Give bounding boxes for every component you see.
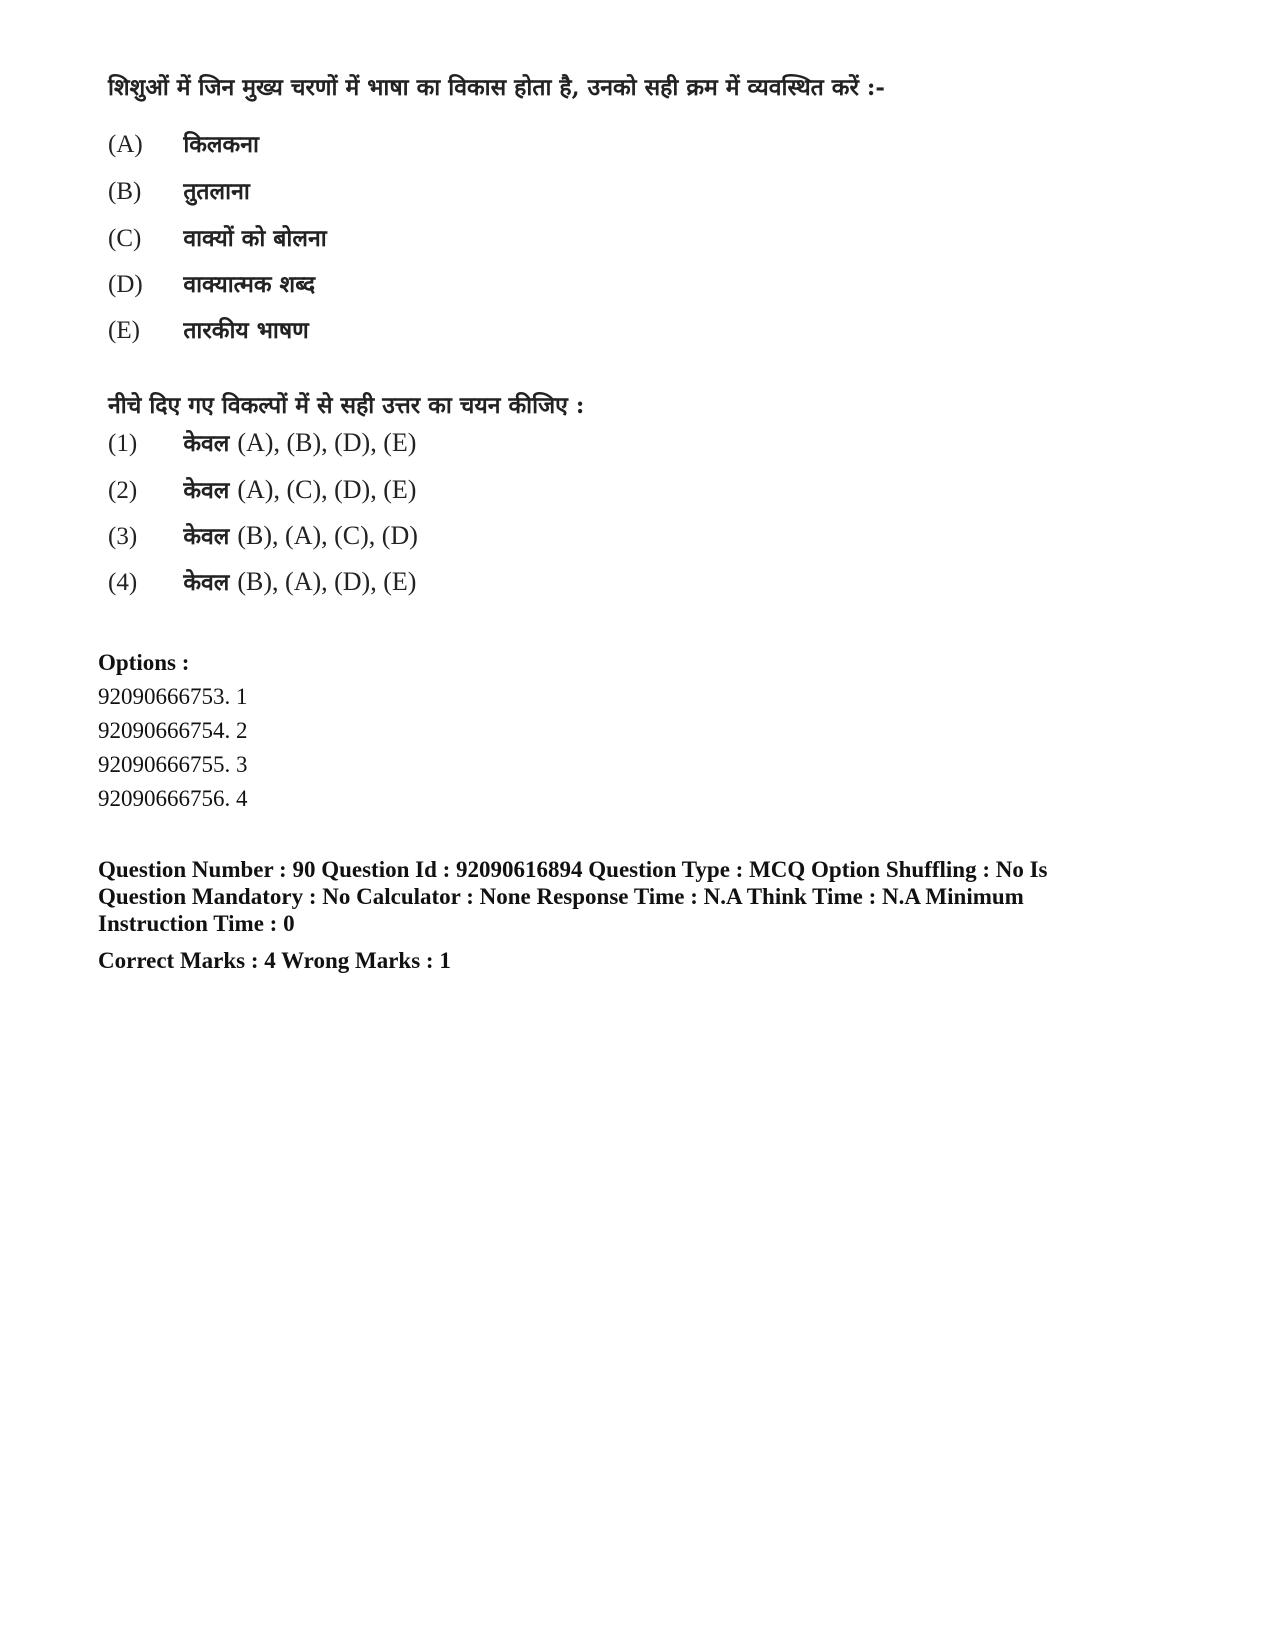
statement-label: (D) [108,271,143,298]
choose-prompt: नीचे दिए गए विकल्पों में से सही उत्तर का चयन कीजिए : [108,392,585,419]
statement-text: वाक्यात्मक शब्द [183,271,316,298]
choice-label: (4) [108,569,138,596]
options-list [98,646,248,816]
choice-prefix: केवल [183,430,230,457]
statement-text: तारकीय भाषण [183,317,309,344]
option-item: 92090666754. 2 [98,718,248,743]
choice-label: (1) [108,430,138,457]
choice-label: (2) [108,477,138,504]
statement-label: (B) [108,178,142,205]
choice-text: (B), (A), (D), (E) [237,567,417,596]
options-heading: Options : [98,650,190,675]
choice-4 [108,565,416,599]
choice-prefix: केवल [183,523,230,550]
statement-text: किलकना [183,131,259,158]
statement-a [108,128,259,162]
statement-label: (A) [108,131,143,158]
choice-1 [108,426,416,460]
choice-2 [108,473,416,507]
choice-3 [108,519,418,553]
choice-prefix: केवल [183,569,230,596]
option-item: 92090666756. 4 [98,786,248,811]
choice-text: (A), (C), (D), (E) [237,475,417,504]
statement-text: वाक्यों को बोलना [183,225,327,252]
statement-label: (E) [108,317,140,344]
statement-label: (C) [108,225,142,252]
meta-line: Question Number : 90 Question Id : 92090616894 Question Type : MCQ Option Shuffling : No Is [98,857,1048,882]
choice-label: (3) [108,523,138,550]
meta-line: Instruction Time : 0 [98,911,295,936]
option-item: 92090666753. 1 [98,684,248,709]
marks-line: Correct Marks : 4 Wrong Marks : 1 [98,948,451,973]
meta-line: Question Mandatory : No Calculator : None Response Time : N.A Think Time : N.A Minimum [98,884,1024,909]
statement-d [108,268,315,302]
statement-b [108,175,250,209]
question-meta [98,856,1158,937]
option-item: 92090666755. 3 [98,752,248,777]
statement-c [108,222,327,256]
statement-text: तुतलाना [183,178,250,205]
statement-e [108,314,309,348]
choice-prefix: केवल [183,477,230,504]
choice-text: (A), (B), (D), (E) [237,428,417,457]
choice-text: (B), (A), (C), (D) [237,521,418,550]
question-stem: शिशुओं में जिन मुख्य चरणों में भाषा का विकास होता है, उनको सही क्रम में व्यवस्थित करें :- [108,74,885,101]
